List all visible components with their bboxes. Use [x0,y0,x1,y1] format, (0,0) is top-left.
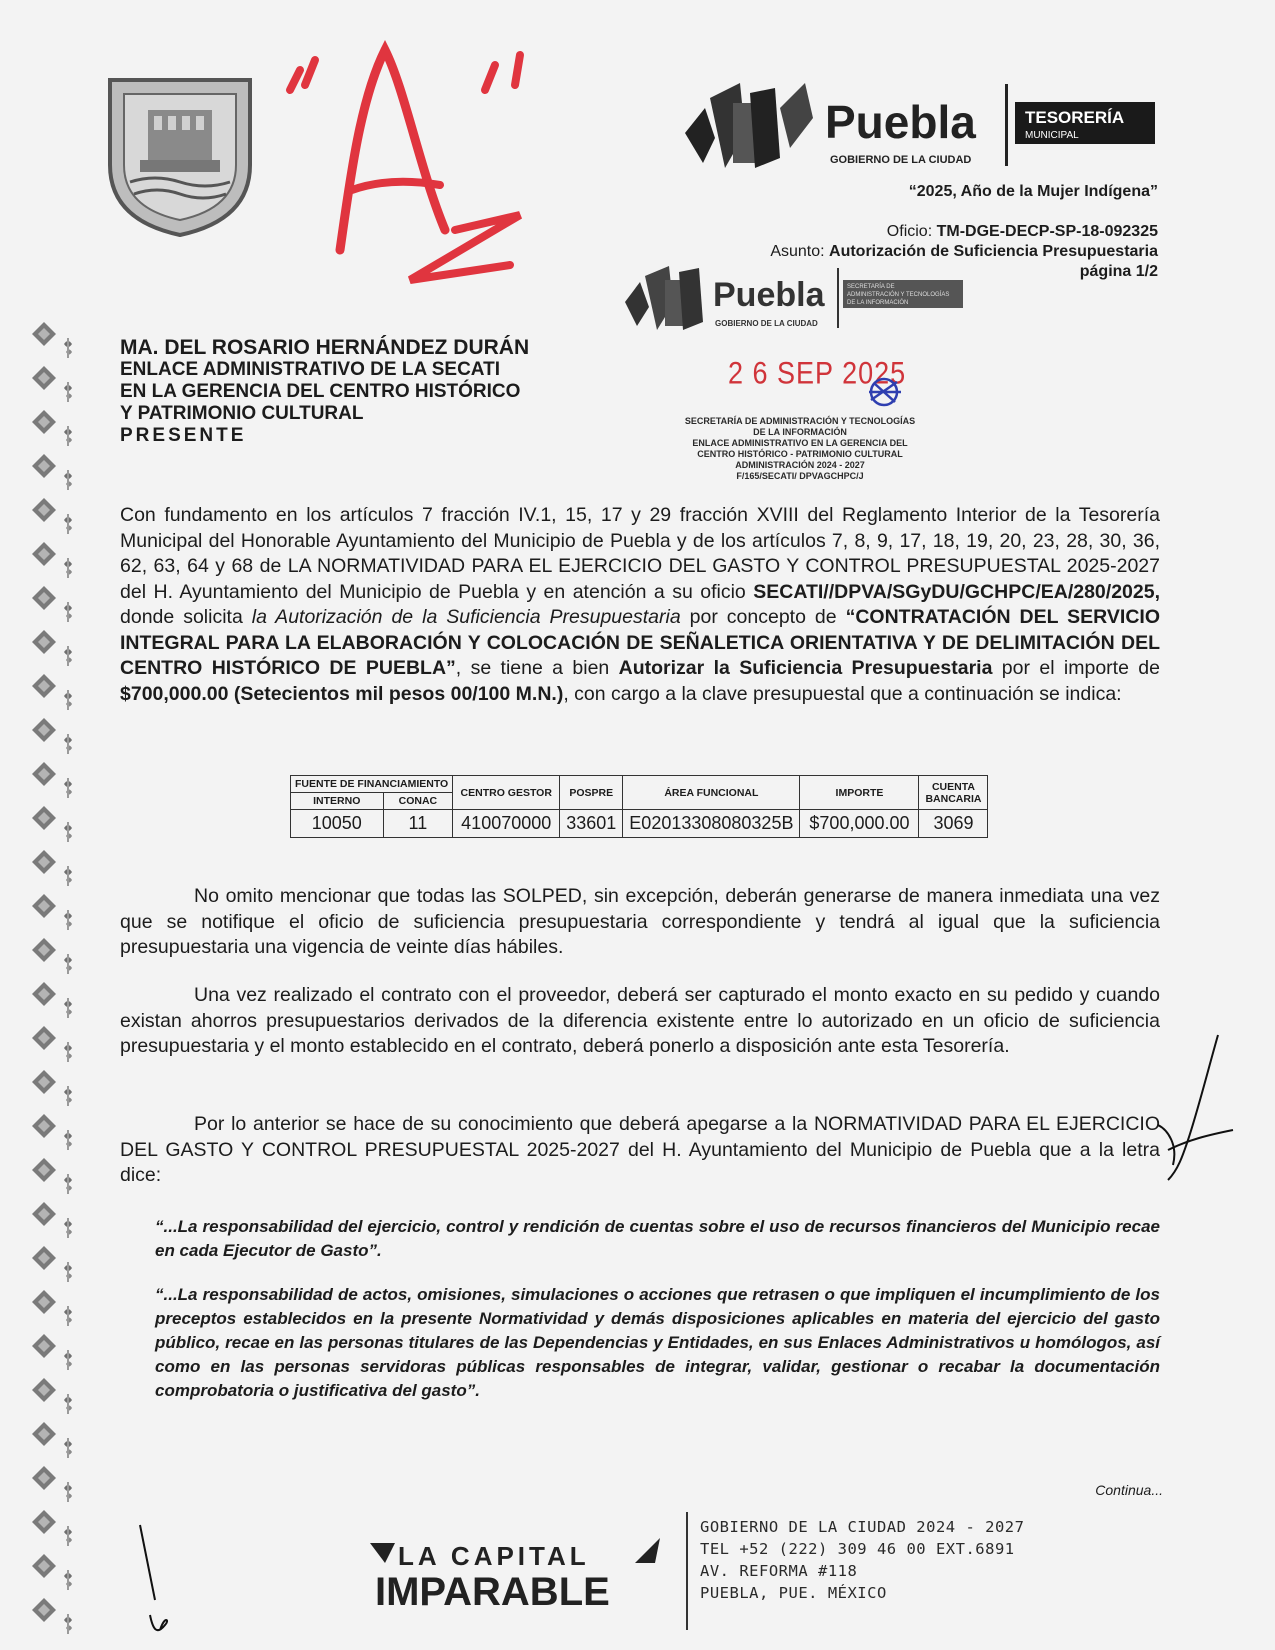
presente-label: PRESENTE [120,425,247,446]
cell-centro-gestor: 410070000 [453,810,560,838]
footer-divider [686,1512,688,1630]
header-fuente: FUENTE DE FINANCIAMIENTO [291,776,453,793]
reference-number: SECATI//DPVA/SGyDU/GCHPC/EA/280/2025, [753,580,1160,603]
text-run-bold: Autorizar la Suficiencia Presupuestaria [618,657,993,679]
paragraph-normatividad: Por lo anterior se hace de su conocimiento que deberá apegarse a la NORMATIVIDAD PARA EL EJERCICIO DEL GASTO Y CONTROL PRESUPUESTAL 2025-2027 del H. Ayuntamiento del Municipio de Puebla que a la letra dice: [120,1113,1160,1186]
header-centro-gestor: CENTRO GESTOR [453,776,560,810]
cell-pospre: 33601 [560,810,623,838]
cell-conac: 11 [383,810,453,838]
stamp-line: ENLACE ADMINISTRATIVO EN LA GERENCIA DEL [692,438,908,448]
text-run: Con fundamento en los artículos 7 fracción IV.1, 15, 17 y 29 fracción XVIII del Reglamento Interior de la Tesorería Municipal del Honorable Ayuntamiento del Municipio de Puebla y de los artículos 7, 8, 9, 17, 18, 19, 20, 23, 28, 30, 36, 62, 63, 64 y 68 de LA NORMATIVIDAD PARA EL EJERCICIO DEL GASTO Y CONTROL PRESUPUESTAL 2025-2027 del H. Ayuntamiento del Municipio de Puebla y en atención a su oficio [120,504,1160,603]
stamp-line: SECRETARÍA DE ADMINISTRACIÓN Y TECNOLOGÍAS [684,416,916,426]
footer-line: PUEBLA, PUE. MÉXICO [700,1584,887,1602]
handwritten-initials [135,1520,185,1640]
text-run-italic: la Autorización de la Suficiencia Presupuestaria [251,606,681,628]
la-capital-imparable-logo [370,1533,660,1613]
svg-text:LA CAPITAL: LA CAPITAL [398,1541,590,1571]
paragraph-contract: Una vez realizado el contrato con el proveedor, deberá ser capturado el monto exacto en su pedido y cuando existan ahorros presupuestarios derivados de la diferencia existente entre lo autorizado en un oficio de suficiencia presupuestaria y el monto establecido en el contrato, deberá ponerlo a disposición ante esta Tesorería. [120,984,1160,1057]
quote-responsabilidad-ejercicio: “...La responsabilidad del ejercicio, control y rendición de cuentas sobre el uso de recursos financieros del Municipio recae en cada Ejecutor de Gasto”. [155,1217,1160,1260]
svg-text:Puebla: Puebla [825,96,976,148]
recipient-title-line: EN LA GERENCIA DEL CENTRO HISTÓRICO [120,381,521,402]
header-interno: INTERNO [291,793,384,810]
stamp-line: F/165/SECATI/ DPVAGCHPC/J [736,471,864,481]
quote-responsabilidad-actos: “...La responsabilidad de actos, omisiones, simulaciones o acciones que retrasen o que impliquen el incumplimiento de los preceptos establecidos en la presente Normatividad y demás disposiciones aplicables en materia del ejercicio del gasto público, recae en las personas titulares de las Dependencias y Entidades, en sus Enlaces Administrativos u homólogos, así como en las personas servidoras públicas responsables de integrar, validar, gestionar o recabar la documentación comprobatoria o justificativa del gasto”. [155,1285,1160,1400]
svg-text:Puebla: Puebla [713,276,825,314]
recipient-title-line: Y PATRIMONIO CULTURAL [120,403,364,424]
municipal-seal-logo [100,70,260,240]
text-run: por el importe de [992,657,1160,679]
budget-key-table [290,775,988,838]
year-motto: “2025, Año de la Mujer Indígena” [908,183,1158,200]
footer-line: AV. REFORMA #118 [700,1562,858,1580]
header-cuenta: CUENTA BANCARIA [919,776,988,810]
decorative-border-pattern [30,320,80,1640]
svg-text:TESORERÍA: TESORERÍA [1025,108,1125,127]
svg-text:ADMINISTRACIÓN Y TECNOLOGÍAS: ADMINISTRACIÓN Y TECNOLOGÍAS [847,292,950,298]
header-area-funcional: ÁREA FUNCIONAL [623,776,800,810]
paragraph-solped: No omito mencionar que todas las SOLPED, sin excepción, deberán generarse de manera inmediata una vez que se notifique el oficio de suficiencia presupuestaria correspondiente y tendrá al igual que la suficiencia presupuestaria una vigencia de veinte días hábiles. [120,885,1160,958]
text-run: donde solicita [120,606,252,628]
secati-stamp-logo [625,262,970,338]
red-handwritten-mark [280,30,580,300]
svg-text:GOBIERNO DE LA CIUDAD: GOBIERNO DE LA CIUDAD [715,319,818,328]
svg-text:IMPARABLE: IMPARABLE [375,1570,610,1613]
amount-text: $700,000.00 (Setecientos mil pesos 00/100 M.N.) [120,682,564,705]
svg-text:GOBIERNO DE LA CIUDAD: GOBIERNO DE LA CIUDAD [830,154,972,166]
stamp-line: ADMINISTRACIÓN 2024 - 2027 [735,460,865,470]
cell-cuenta: 3069 [919,810,988,838]
puebla-tesoreria-logo [685,78,1165,178]
asunto-label: Asunto: [770,243,830,260]
text-run: , se tiene a bien [455,657,619,679]
header-importe: IMPORTE [800,776,919,810]
svg-text:DE LA INFORMACIÓN: DE LA INFORMACIÓN [847,300,909,306]
asunto-value: Autorización de Suficiencia Presupuestaria [829,243,1158,260]
stamp-line: CENTRO HISTÓRICO - PATRIMONIO CULTURAL [697,449,903,459]
footer-line: TEL +52 (222) 309 46 00 EXT.6891 [700,1540,1015,1558]
footer-contact [700,1516,1024,1604]
cell-area-funcional: E02013308080325B [623,810,800,838]
cell-importe: $700,000.00 [800,810,919,838]
service-concept: “CONTRATACIÓN DEL SERVICIO INTEGRAL PARA LA ELABORACIÓN Y COLOCACIÓN DE SEÑALETICA ORIENTATIVA Y DE DELIMITACIÓN DEL CENTRO HISTÓRICO DE PUEBLA” [120,606,1160,679]
oficio-label: Oficio: [886,223,937,240]
text-run: , con cargo a la clave presupuestal que a continuación se indica: [563,682,1122,705]
footer-line: GOBIERNO DE LA CIUDAD 2024 - 2027 [700,1518,1025,1536]
recipient-block [120,337,529,447]
cell-interno: 10050 [291,810,384,838]
table-row [291,810,988,838]
received-stamp-text [645,416,955,482]
handwritten-signature [1148,1030,1238,1190]
svg-text:SECRETARÍA DE: SECRETARÍA DE [847,284,895,290]
recipient-title-line: ENLACE ADMINISTRATIVO DE LA SECATI [120,359,500,380]
header-pospre: POSPRE [560,776,623,810]
text-run: por concepto de [680,606,846,628]
svg-text:MUNICIPAL: MUNICIPAL [1025,130,1079,141]
recipient-name: MA. DEL ROSARIO HERNÁNDEZ DURÁN [120,336,530,359]
continues-note: Continua... [1095,1482,1163,1498]
blue-ink-initials [865,372,903,412]
paragraph-authorization [120,503,1160,707]
oficio-number: TM-DGE-DECP-SP-18-092325 [936,223,1158,240]
stamp-line: DE LA INFORMACIÓN [753,427,847,437]
header-conac: CONAC [383,793,453,810]
received-stamp-date: 2 6 SEP 2025 [728,355,907,391]
page-number: página 1/2 [1079,263,1158,280]
